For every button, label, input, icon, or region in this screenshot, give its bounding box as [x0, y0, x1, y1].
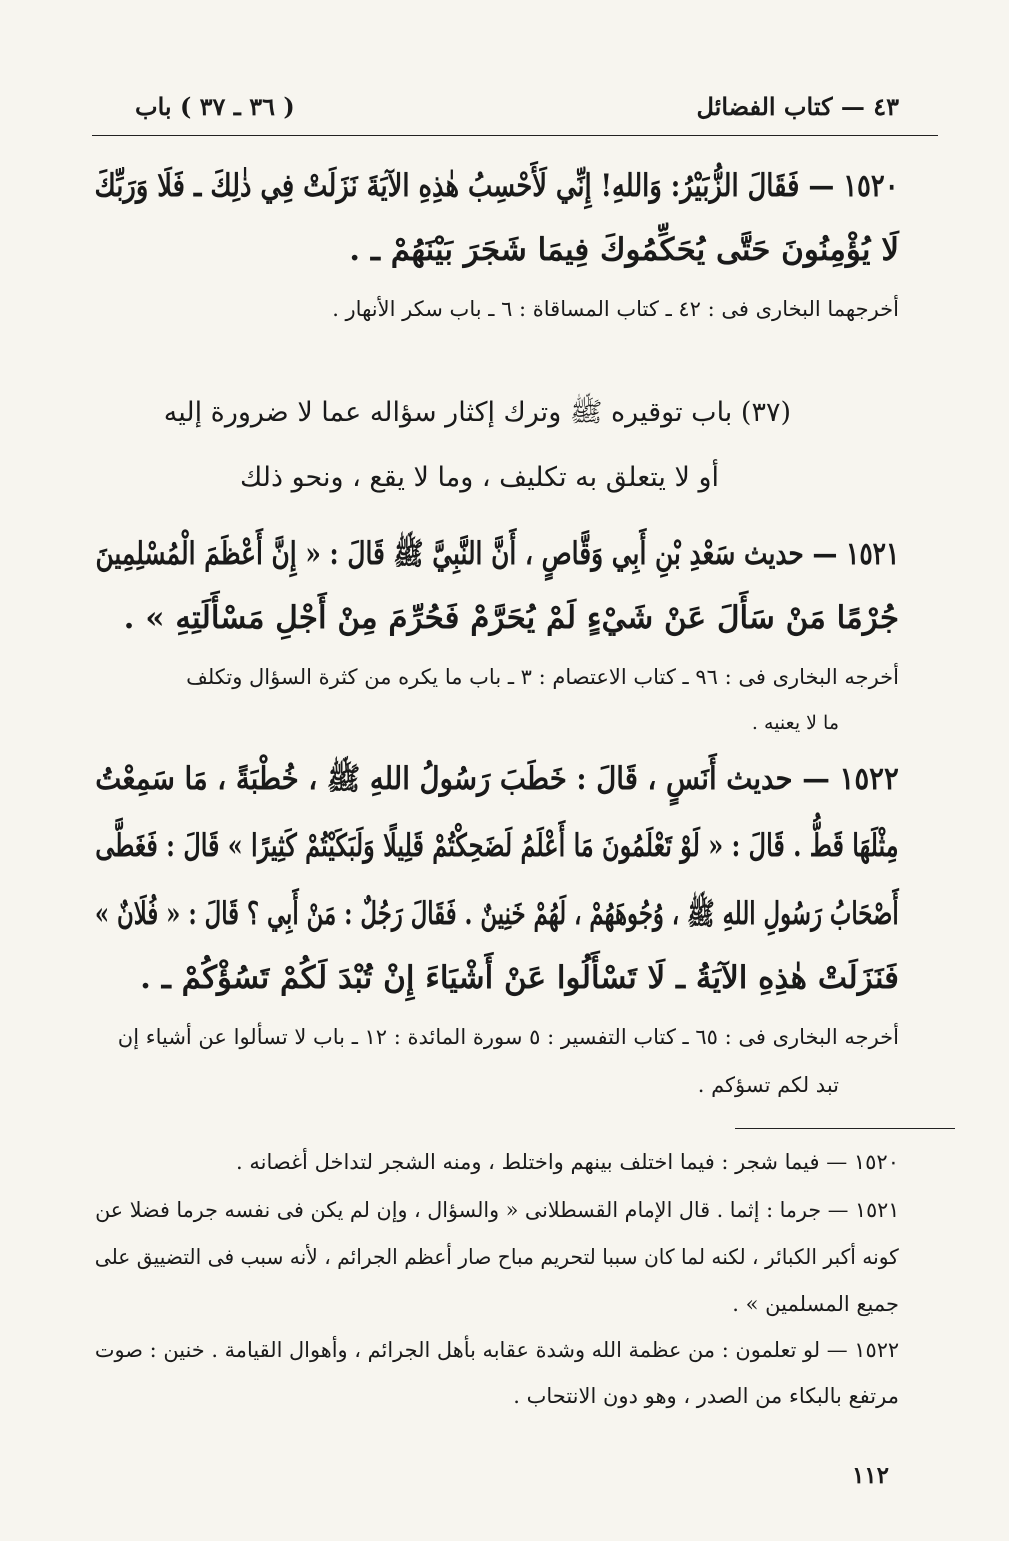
footnote-1520: ١٥٢٠ — فيما شجر : فيما اختلف بينهم واختلط ، ومنه الشجر لتداخل أغصانه .: [236, 1150, 899, 1174]
page-number: ١١٢: [851, 1462, 889, 1489]
hadith-1521-reference-line-1: أخرجه البخارى فى : ٩٦ ـ كتاب الاعتصام : ٣ ـ باب ما يكره من كثرة السؤال وتكلف: [186, 665, 899, 689]
hadith-1522-line-1: ١٥٢٢ — حديث أَنَسٍ ، قَالَ : خَطَبَ رَسُولُ اللهِ ﷺ ، خُطْبَةً ، مَا سَمِعْتُ: [95, 761, 899, 797]
hadith-1520-line-1: ١٥٢٠ — فَقَالَ الزُّبَيْرُ: وَاللهِ! إِنِّي لَأَحْسِبُ هٰذِهِ الآيَةَ نَزَلَتْ فِي ذٰلِكَ ـ فَلَا وَرَبِّكَ: [94, 168, 899, 204]
header-rule: [92, 135, 938, 136]
hadith-1522-reference-line-1: أخرجه البخارى فى : ٦٥ ـ كتاب التفسير : ٥ سورة المائدة : ١٢ ـ باب لا تسألوا عن أشياء إن: [117, 1025, 899, 1049]
chapter-37-title-line-2: أو لا يتعلق به تكليف ، وما لا يقع ، ونحو ذلك: [240, 462, 719, 493]
hadith-1522-reference-line-2: تبد لكم تسؤكم .: [697, 1073, 839, 1097]
running-header-section: ( ٣٦ ـ ٣٧ ) باب: [135, 92, 295, 121]
hadith-1522-line-3: أَصْحَابُ رَسُولِ اللهِ ﷺ ، وُجُوهَهُمْ ، لَهُمْ خَنِينٌ . فَقَالَ رَجُلٌ : مَنْ أَبِي ؟ قَالَ : « فُلَانٌ »: [95, 896, 899, 932]
chapter-37-title-line-1: (٣٧) باب توقيره ﷺ وترك إكثار سؤاله عما لا ضرورة إليه: [163, 397, 791, 428]
footnote-rule: [735, 1128, 955, 1129]
hadith-1522-line-4: فَنَزَلَتْ هٰذِهِ الآيَةُ ـ لَا تَسْأَلُوا عَنْ أَشْيَاءَ إِنْ تُبْدَ لَكُمْ تَسُؤْكُمْ ـ .: [140, 960, 899, 996]
footnote-1522-line-1: ١٥٢٢ — لو تعلمون : من عظمة الله وشدة عقابه بأهل الجرائم ، وأهوال القيامة . خنين : صوت: [94, 1338, 899, 1362]
hadith-1520-reference: أخرجهما البخارى فى : ٤٢ ـ كتاب المساقاة : ٦ ـ باب سكر الأنهار .: [332, 297, 899, 321]
running-header-chapter: ٤٣ — كتاب الفضائل: [696, 92, 899, 121]
footnote-1521-line-1: ١٥٢١ — جرما : إثما . قال الإمام القسطلانى « والسؤال ، وإن لم يكن فى نفسه جرما فضلا عن: [94, 1198, 899, 1222]
footnote-1522-line-2: مرتفع بالبكاء من الصدر ، وهو دون الانتحاب .: [513, 1384, 899, 1408]
footnote-1521-line-2: كونه أكبر الكبائر ، لكنه لما كان سببا لتحريم مباح صار أعظم الجرائم ، لأنه سبب فى التضييق على: [94, 1245, 899, 1269]
hadith-1522-line-2: مِثْلَهَا قَطُّ . قَالَ : « لَوْ تَعْلَمُونَ مَا أَعْلَمُ لَضَحِكْتُمْ قَلِيلًا وَلَبَكَيْتُمْ كَثِيرًا » قَالَ : فَغَطَّى: [95, 828, 899, 864]
footnote-1521-line-3: جميع المسلمين » .: [732, 1292, 899, 1316]
hadith-1521-reference-line-2: ما لا يعنيه .: [751, 712, 839, 734]
hadith-1520-line-2: لَا يُؤْمِنُونَ حَتَّى يُحَكِّمُوكَ فِيمَا شَجَرَ بَيْنَهُمْ ـ .: [349, 232, 899, 268]
hadith-1521-line-2: جُرْمًا مَنْ سَأَلَ عَنْ شَيْءٍ لَمْ يُحَرَّمْ فَحُرِّمَ مِنْ أَجْلِ مَسْأَلَتِهِ » .: [123, 600, 899, 636]
hadith-1521-line-1: ١٥٢١ — حديث سَعْدِ بْنِ أَبِي وَقَّاصٍ ، أَنَّ النَّبِيَّ ﷺ قَالَ : « إِنَّ أَعْظَمَ الْمُسْلِمِينَ: [95, 536, 899, 572]
